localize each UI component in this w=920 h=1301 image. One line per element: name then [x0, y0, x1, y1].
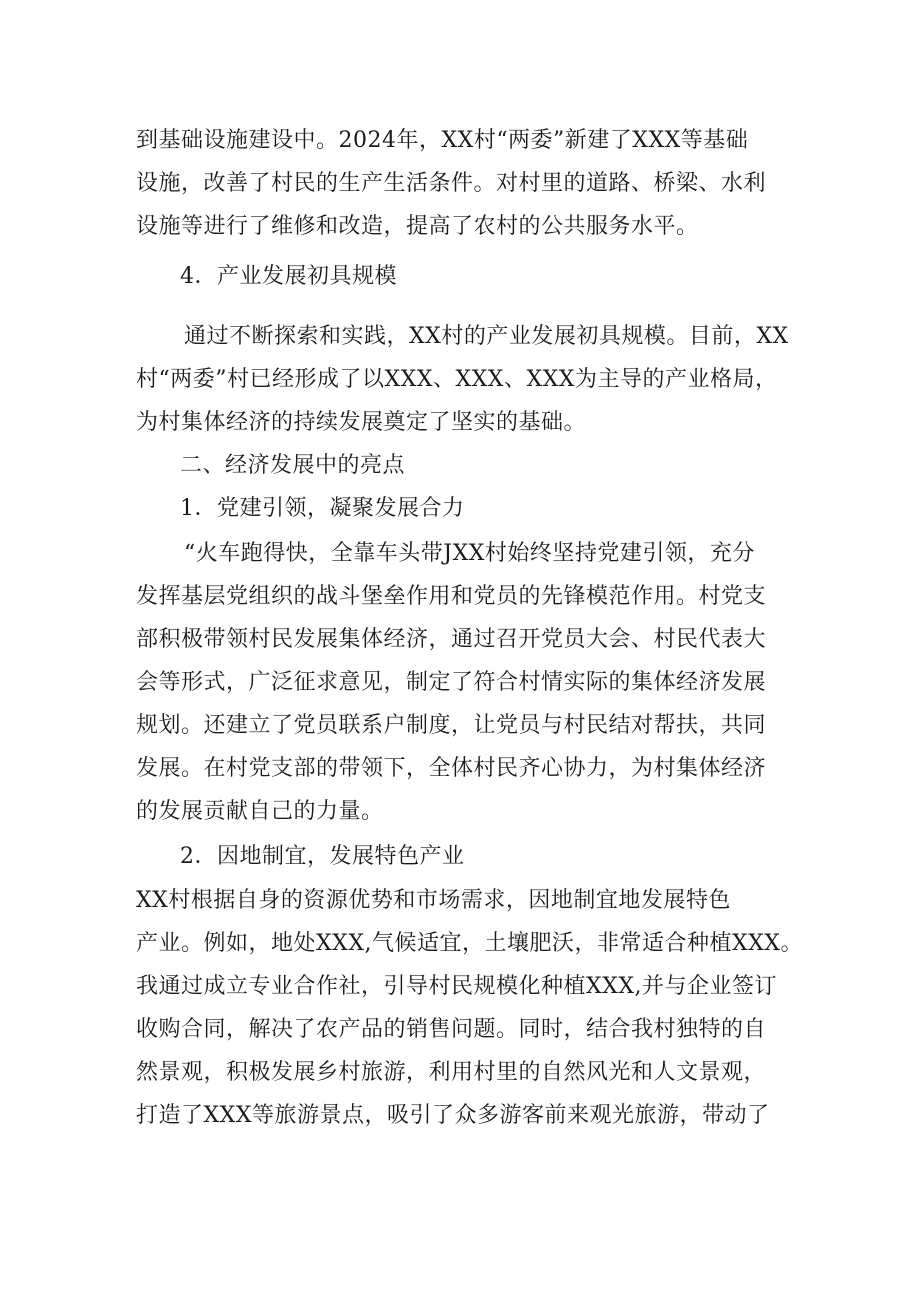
paragraph-line: 收购合同，解决了农产品的销售问题。同时，结合我村独特的自 [136, 1017, 767, 1042]
paragraph-line: 到基础设施建设中。2024年，XX村“两委”新建了XXX等基础 [136, 128, 749, 153]
paragraph-line: 的发展贡献自己的力量。 [136, 799, 384, 824]
paragraph-line: 村“两委”村已经形成了以XXX、XXX、XXX为主导的产业格局， [136, 367, 778, 392]
paragraph-line: 产业。例如，地处XXX,气候适宜，土壤肥沃，非常适合种植XXX。 [136, 931, 803, 956]
chapter-heading: 二、经济发展中的亮点 [180, 453, 406, 478]
paragraph-line: 设施等进行了维修和改造，提高了农村的公共服务水平。 [136, 214, 699, 239]
paragraph-line: 部积极带领村民发展集体经济，通过召开党员大会、村民代表大 [136, 627, 767, 652]
paragraph-line: 打造了XXX等旅游景点，吸引了众多游客前来观光旅游，带动了 [136, 1103, 770, 1128]
paragraph-line: 发展。在村党支部的带领下，全体村民齐心协力，为村集体经济 [136, 756, 767, 781]
paragraph-line: 我通过成立专业合作社，引导村民规模化种植XXX,并与企业签订 [136, 974, 777, 999]
paragraph-line: 发挥基层党组织的战斗堡垒作用和党员的先锋模范作用。村党支 [136, 584, 767, 609]
section-heading: 1．党建引领，凝聚发展合力 [180, 496, 465, 521]
paragraph-line: 会等形式，广泛征求意见，制定了符合村情实际的集体经济发展 [136, 670, 767, 695]
section-heading: 2．因地制宜，发展特色产业 [180, 844, 465, 869]
paragraph-line: 规划。还建立了党员联系户制度，让党员与村民结对帮扶，共同 [136, 713, 767, 738]
paragraph-line: 然景观，积极发展乡村旅游，利用村里的自然风光和人文景观， [136, 1060, 767, 1085]
paragraph-line: 通过不断探索和实践，XX村的产业发展初具规模。目前，XX [184, 324, 789, 349]
paragraph-line: 为村集体经济的持续发展奠定了坚实的基础。 [136, 410, 587, 435]
paragraph-line: XX村根据自身的资源优势和市场需求，因地制宜地发展特色 [136, 888, 731, 913]
paragraph-line: 设施，改善了村民的生产生活条件。对村里的道路、桥梁、水利 [136, 171, 767, 196]
section-heading: 4．产业发展初具规模 [180, 264, 397, 289]
paragraph-line: “火车跑得快，全靠车头带JXX村始终坚持党建引领，充分 [184, 541, 755, 566]
